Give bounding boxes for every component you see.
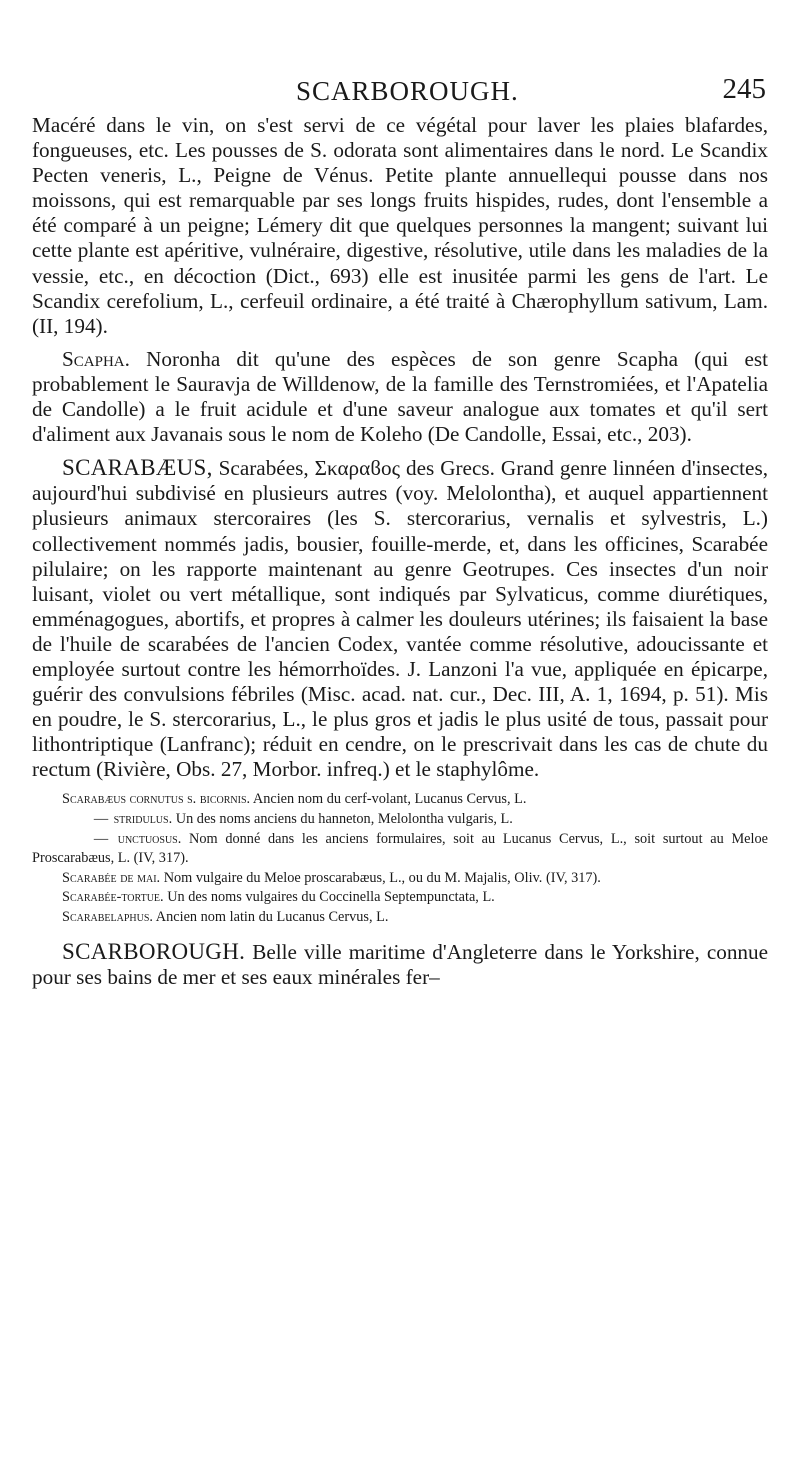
note-heading: Scarabée de mai. <box>62 869 161 886</box>
note-text: Un des noms anciens du hanneton, Melolontha vulgaris, L. <box>175 811 513 828</box>
note-entry <box>32 869 768 889</box>
note-text: Nom vulgaire du Meloe proscarabæus, L., ou du M. Majalis, Oliv. (IV, 317). <box>163 869 601 886</box>
paragraph-scandix: Macéré dans le vin, on s'est servi de ce végétal pour laver les plaies blafardes, fongueuses, etc. Les pousses de S. odorata sont alimentaires dans le nord. Le Scandix Pecten veneris, L., Peigne de Vénus. Petite plante annuellequi pousse dans nos moissons, qui est remarquable par ses longs fruits hispides, rudes, dont l'ensemble a été comparé à un peigne; Lémery dit que quelques personnes la mangent; suivant lui cette plante est apéritive, vulnéraire, digestive, résolutive, utile dans les maladies de la vessie, etc., en décoction (Dict., 693) elle est inusitée parmi les gens de l'art. Le Scandix cerefolium, L., cerfeuil ordinaire, a été traité à Chærophyllum sativum, Lam. (II, 194). <box>32 113 768 338</box>
note-text: Ancien nom latin du Lucanus Cervus, L. <box>155 909 389 925</box>
page-number: 245 <box>722 73 766 105</box>
note-entry <box>32 790 768 810</box>
paragraph-scarborough <box>32 939 768 990</box>
note-heading: Scarabée-tortue. <box>62 889 164 906</box>
entry-text-scarborough: Belle ville maritime d'Angleterre dans le Yorkshire, connue pour ses bains de mer et ses eaux minérales fer– <box>32 939 769 989</box>
running-title: SCARBOROUGH. <box>296 76 519 106</box>
note-heading: stridulus. <box>113 811 173 828</box>
entry-heading-scarborough: SCARBOROUGH. <box>62 938 246 964</box>
note-heading: Scarabelaphus. <box>62 909 153 925</box>
note-text: Ancien nom du cerf-volant, Lucanus Cervus, L. <box>252 791 527 808</box>
ditto-dash: — <box>93 811 109 828</box>
note-entry <box>32 888 768 908</box>
entry-text-scarabaeus: Scarabées, Σκαραϐος des Grecs. Grand genre linnéen d'insectes, aujourd'hui subdivisé en plusieurs autres (voy. Melolontha), et auquel appartiennent plusieurs animaux stercoraires (les S. stercorarius, vernalis et sylvestris, L.) collectivement nommés jadis, bousier, fouille-merde, et, dans les officines, Scarabée pilulaire; on les rapporte maintenant au genre Geotrupes. Ces insectes d'un noir luisant, violet ou vert métallique, sont indiqués par Sylvaticus, comme diurétiques, emménagogues, abortifs, et propres à calmer les douleurs utérines; ils faisaient la base de l'huile de scarabées de l'ancien Codex, vantée comme résolutive, adoucissante et employée surtout contre les hémorrhoïdes. J. Lanzoni l'a vue, appliquée en épicarpe, guérir des convulsions fébriles (Misc. acad. nat. cur., Dec. III, A. 1, 1694, p. 51). Mis en poudre, le S. stercorarius, L., le plus gros et jadis le plus usité de tous, passait pour lithontriptique (Lanfranc); réduit en cendre, on le prescrivait dans les cas de chute du rectum (Rivière, Obs. 27, Morbor. infreq.) et le staphylôme. <box>32 456 769 782</box>
page-body <box>32 113 768 990</box>
paragraph-scapha <box>32 347 768 447</box>
note-text: Nom donné dans les anciens formulaires, soit au Lucanus Cervus, L., soit surtout au Meloe Proscarabæus, L. (IV, 317). <box>32 830 768 867</box>
note-entry <box>32 908 768 928</box>
note-entry <box>32 810 768 830</box>
note-heading: Scarabæus cornutus s. bicornis. <box>62 791 251 808</box>
paragraph-scarabaeus <box>32 455 768 782</box>
entry-text-scapha: Noronha dit qu'une des espèces de son genre Scapha (qui est probablement le Sauravja de Willdenow, de la famille des Ternstromiées, et l'Apatelia de Candolle) a le fruit acidule et d'une saveur analogue aux tomates et qu'il sert d'aliment aux Javanais sous le nom de Koleho (De Candolle, Essai, etc., 203). <box>32 346 769 447</box>
note-text: Un des noms vulgaires du Coccinella Septempunctata, L. <box>167 889 495 906</box>
sub-entries <box>32 790 768 927</box>
note-entry <box>32 830 768 869</box>
entry-heading-scarabaeus: SCARABÆUS, <box>62 455 213 481</box>
page-header <box>0 73 800 110</box>
ditto-dash: — <box>93 830 109 847</box>
note-heading: unctuosus. <box>117 830 182 847</box>
entry-heading-scapha: Scapha. <box>62 346 130 371</box>
